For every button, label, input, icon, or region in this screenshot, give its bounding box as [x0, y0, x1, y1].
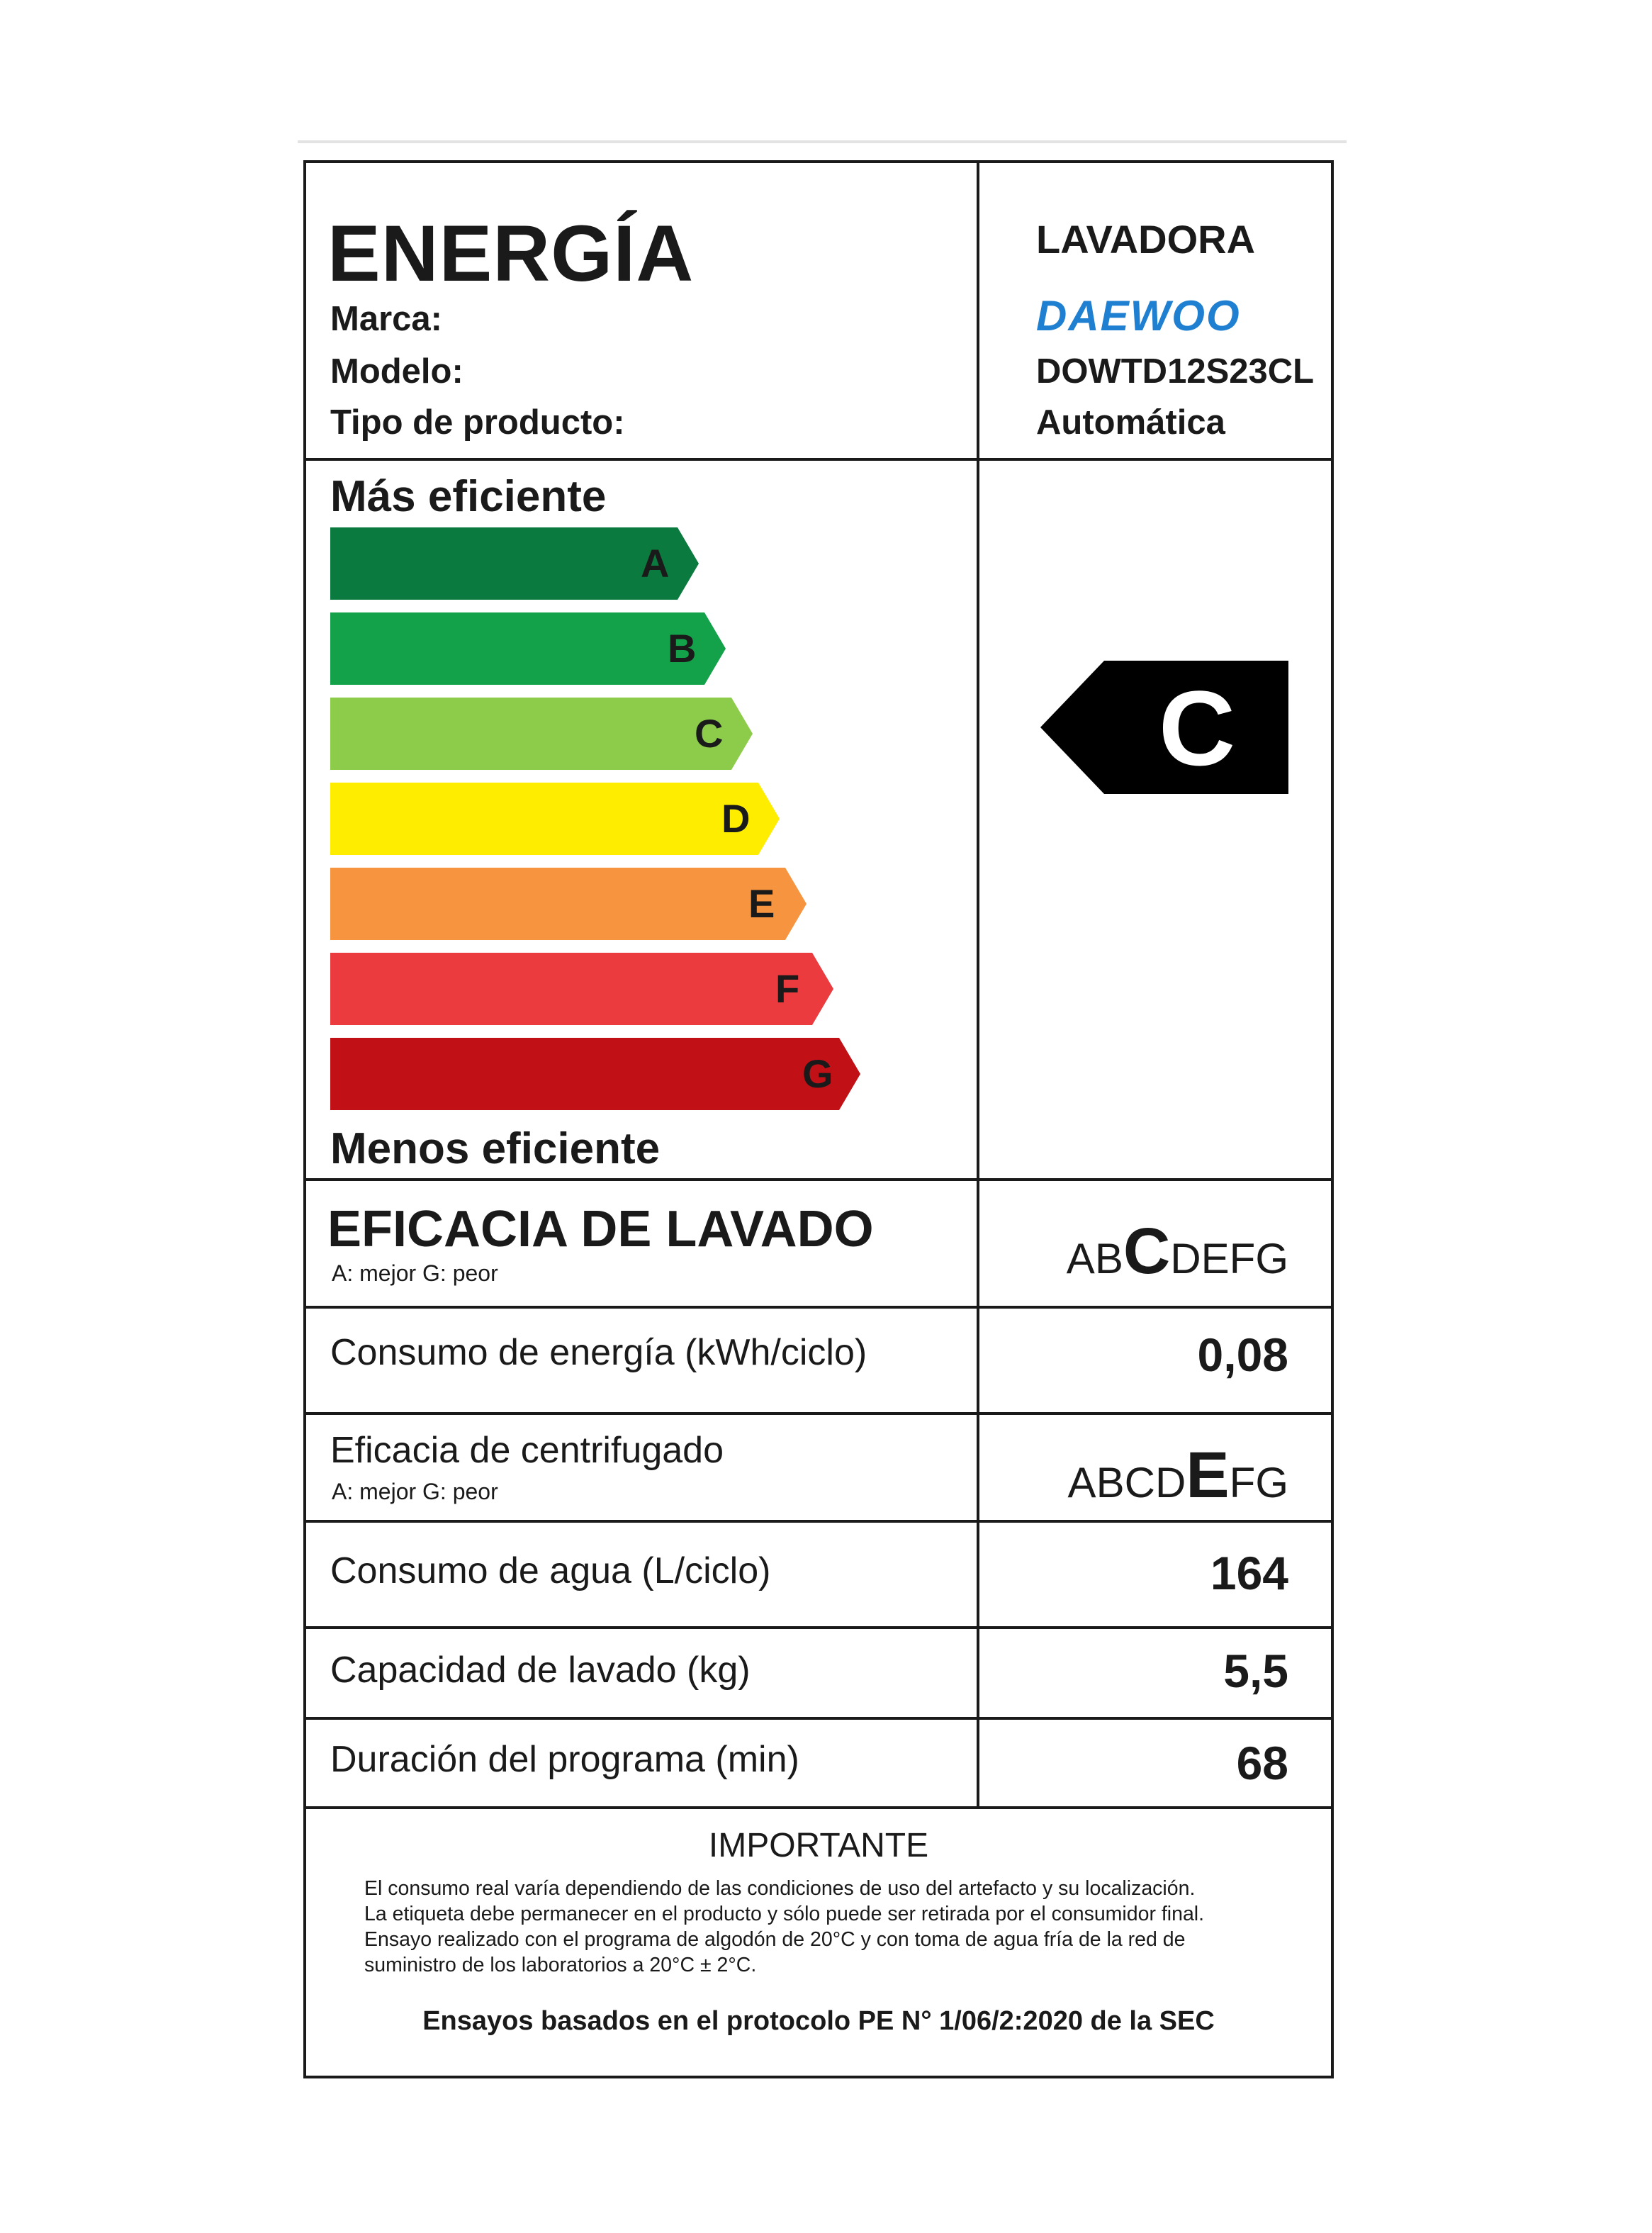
scale-letter: G	[1255, 1459, 1288, 1506]
rating-arrow	[1040, 661, 1288, 794]
scale-letter: E	[1201, 1235, 1230, 1282]
energy-consumption-label: Consumo de energía (kWh/ciclo)	[330, 1332, 867, 1373]
important-line: El consumo real varía dependiendo de las condiciones de uso del artefacto y su localización.	[364, 1877, 1196, 1900]
scale-letter: G	[1255, 1235, 1288, 1282]
least-efficient-label: Menos eficiente	[330, 1124, 661, 1173]
spin-efficacy-scale	[1068, 1429, 1288, 1521]
efficiency-bar-shape	[330, 868, 807, 940]
efficiency-bar-letter: A	[641, 541, 670, 586]
wash-efficacy-label: EFICACIA DE LAVADO	[327, 1201, 874, 1258]
column-divider	[977, 163, 979, 1809]
efficiency-bar-shape	[330, 783, 780, 855]
efficiency-bar-c	[330, 698, 753, 770]
product-type-field-label: Tipo de producto:	[330, 403, 625, 442]
scale-letter: B	[1094, 1235, 1123, 1282]
efficiency-bar-letter: G	[802, 1051, 833, 1096]
program-duration-value: 68	[1236, 1737, 1288, 1789]
spin-efficacy-note: A: mejor G: peor	[332, 1479, 498, 1504]
spin-efficacy-label: Eficacia de centrifugado	[330, 1430, 724, 1471]
most-efficient-label: Más eficiente	[330, 472, 607, 521]
energy-label	[303, 160, 1334, 2078]
energy-consumption-value: 0,08	[1197, 1328, 1288, 1381]
label-title: ENERGÍA	[327, 209, 695, 298]
efficiency-bar-g	[330, 1038, 860, 1110]
water-consumption-value: 164	[1210, 1547, 1288, 1599]
scale-letter: B	[1096, 1459, 1125, 1506]
divider	[306, 1306, 1331, 1309]
efficiency-bar-d	[330, 783, 780, 855]
scale-letter: F	[1229, 1459, 1256, 1506]
model-value: DOWTD12S23CL	[1036, 352, 1315, 391]
efficiency-bar-shape	[330, 612, 726, 685]
scale-letter: A	[1066, 1235, 1095, 1282]
scale-letter-selected: E	[1186, 1439, 1230, 1511]
divider	[306, 458, 1331, 461]
scale-letter: D	[1170, 1235, 1201, 1282]
scale-letter: A	[1067, 1459, 1096, 1506]
efficiency-bar-e	[330, 868, 807, 940]
efficiency-bar-b	[330, 612, 726, 685]
divider	[306, 1412, 1331, 1415]
scale-letter: F	[1229, 1235, 1256, 1282]
divider	[306, 1178, 1331, 1181]
efficiency-bar-a	[330, 527, 699, 600]
important-line: suministro de los laboratorios a 20°C ± 2°C.	[364, 1954, 757, 1976]
wash-capacity-value: 5,5	[1223, 1645, 1288, 1697]
top-divider	[298, 140, 1347, 143]
efficiency-bar-letter: E	[748, 881, 775, 926]
efficiency-bar-shape	[330, 953, 833, 1025]
important-line: Ensayo realizado con el programa de algodón de 20°C y con toma de agua fría de la red de	[364, 1928, 1186, 1951]
important-line: La etiqueta debe permanecer en el producto y sólo puede ser retirada por el consumidor final.	[364, 1903, 1205, 1925]
wash-capacity-label: Capacidad de lavado (kg)	[330, 1650, 751, 1691]
efficiency-bar-letter: C	[695, 711, 724, 756]
important-title: IMPORTANTE	[708, 1827, 929, 1864]
efficiency-bar-letter: F	[775, 966, 800, 1011]
scale-letter: D	[1154, 1459, 1186, 1506]
brand-field-label: Marca:	[330, 300, 442, 338]
program-duration-label: Duración del programa (min)	[330, 1739, 799, 1780]
scale-letter: C	[1124, 1459, 1155, 1506]
scale-letter-selected: C	[1123, 1215, 1171, 1287]
product-type-value: Automática	[1036, 403, 1225, 442]
divider	[306, 1717, 1331, 1720]
divider	[306, 1626, 1331, 1629]
efficiency-bar-shape	[330, 1038, 860, 1110]
model-field-label: Modelo:	[330, 352, 463, 391]
protocol-note: Ensayos basados en el protocolo PE N° 1/06/2:2020 de la SEC	[422, 2006, 1215, 2036]
wash-efficacy-scale	[1067, 1205, 1288, 1297]
wash-efficacy-note: A: mejor G: peor	[332, 1260, 498, 1286]
efficiency-bar-shape	[330, 698, 753, 770]
daewoo-logo: DAEWOO	[1036, 292, 1241, 340]
efficiency-bar-f	[330, 953, 833, 1025]
product-name: LAVADORA	[1036, 217, 1256, 262]
divider	[306, 1806, 1331, 1809]
water-consumption-label: Consumo de agua (L/ciclo)	[330, 1550, 771, 1591]
rating-letter: C	[1158, 668, 1236, 788]
efficiency-bar-letter: B	[668, 626, 697, 671]
efficiency-bar-letter: D	[721, 796, 751, 841]
